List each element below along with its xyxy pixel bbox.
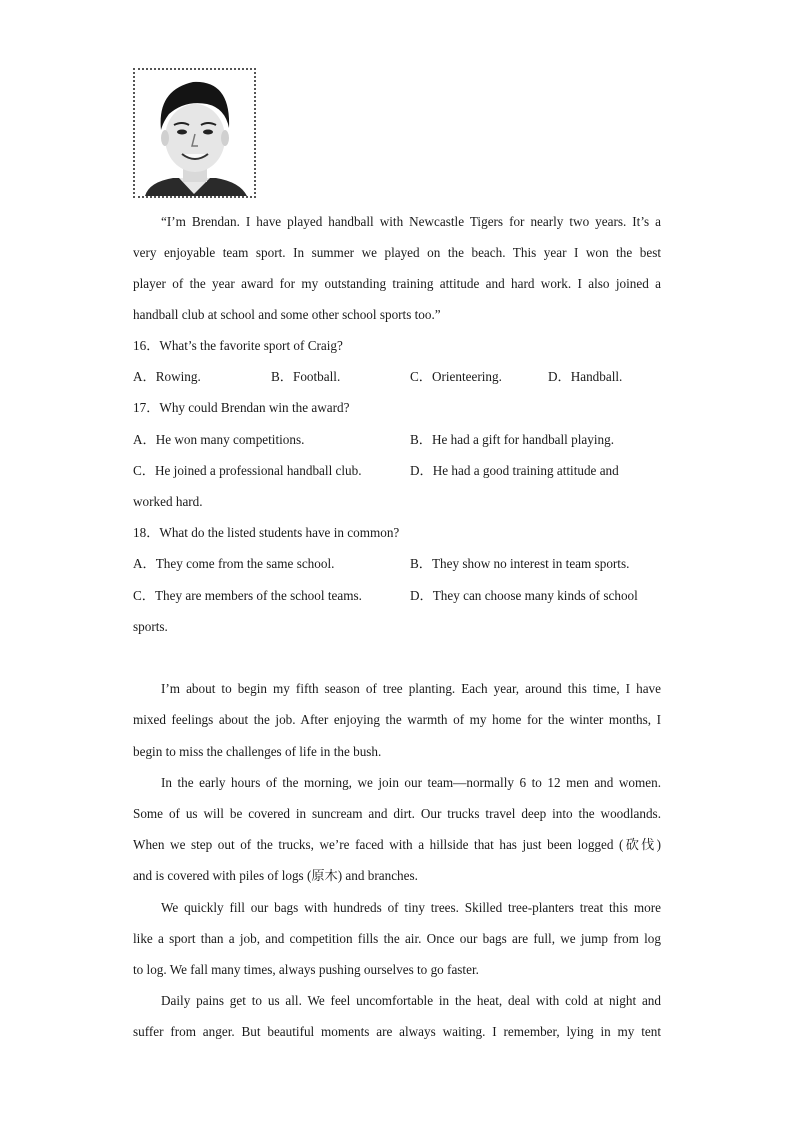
passage-line: I’m about to begin my fifth season of tree planting. Each year, around this time, I have [161,681,661,696]
profile-line: “I’m Brendan. I have played handball with Newcastle Tigers for nearly two years. It’s a [161,214,661,229]
option-a: A．He won many competitions. [133,432,305,447]
passage-line: In the early hours of the morning, we join our team—normally 6 to 12 men and women. [161,775,661,790]
passage-line: We quickly fill our bags with hundreds of tiny trees. Skilled tree-planters treat this more [161,900,661,915]
passage-line: Some of us will be covered in suncream and dirt. Our trucks travel deep into the woodlands. [133,806,661,821]
option-c: C．They are members of the school teams. [133,588,362,603]
option-a: A．Rowing. [133,369,201,384]
option-d: D．He had a good training attitude and [410,463,619,478]
portrait-image [135,70,254,196]
question-stem: 18．What do the listed students have in common? [133,525,400,540]
option-c: C．Orienteering. [410,369,502,384]
question-stem: 17．Why could Brendan win the award? [133,400,350,415]
option-c: C．He joined a professional handball club. [133,463,362,478]
option-d-continued: sports. [133,619,168,634]
option-d: D．They can choose many kinds of school [410,588,638,603]
profile-line: very enjoyable team sport. In summer we played on the beach. This year I won the best [133,245,661,260]
option-b: B．They show no interest in team sports. [410,556,630,571]
passage-line: like a sport than a job, and competition fills the air. Once our bags are full, we jump from log [133,931,661,946]
passage-line: and is covered with piles of logs (原木) and branches. [133,868,418,883]
passage-line: suffer from anger. But beautiful moments are always waiting. I remember, lying in my tent [133,1024,661,1039]
option-d-continued: worked hard. [133,494,203,509]
option-b: B．He had a gift for handball playing. [410,432,614,447]
passage-line: Daily pains get to us all. We feel uncomfortable in the heat, deal with cold at night and [161,993,661,1008]
passage-line: begin to miss the challenges of life in the bush. [133,744,382,759]
question-stem: 16．What’s the favorite sport of Craig? [133,338,343,353]
option-b: B．Football. [271,369,341,384]
passage-line: mixed feelings about the job. After enjoying the warmth of my home for the winter months, I [133,712,661,727]
profile-line: player of the year award for my outstanding training attitude and hard work. I also joined a [133,276,661,291]
profile-line: handball club at school and some other school sports too.” [133,307,441,322]
option-d: D．Handball. [548,369,623,384]
passage-line: When we step out of the trucks, we’re faced with a hillside that has just been logged (砍伐) [133,837,661,852]
passage-line: to log. We fall many times, always pushing ourselves to go faster. [133,962,479,977]
student-photo [133,68,256,198]
option-a: A．They come from the same school. [133,556,335,571]
